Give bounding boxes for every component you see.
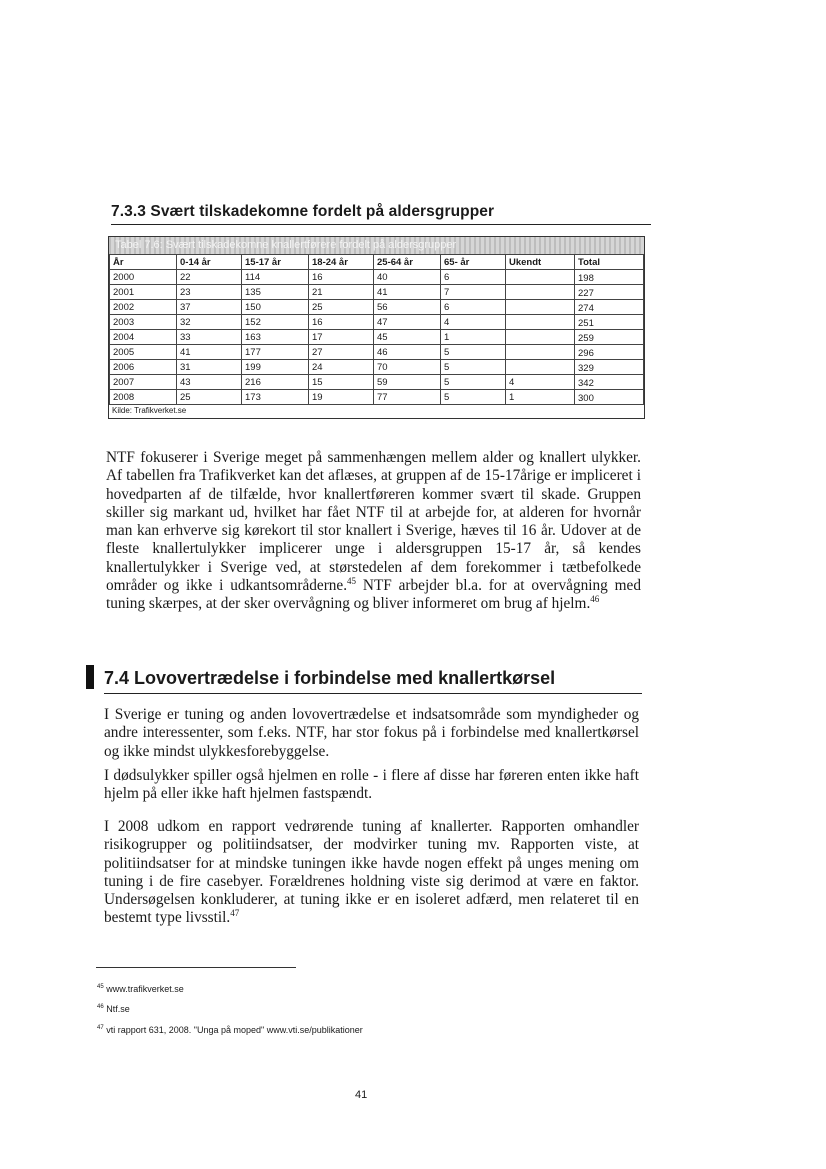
- table-cell: 15: [309, 375, 374, 390]
- table-cell: 56: [374, 300, 441, 315]
- table-cell: 6: [441, 270, 506, 285]
- page-number: 41: [355, 1089, 368, 1101]
- table-cell: 24: [309, 360, 374, 375]
- table-row: [110, 285, 644, 300]
- table-cell: [506, 330, 575, 345]
- table-cell: 17: [309, 330, 374, 345]
- table-cell: 296: [575, 345, 644, 360]
- table-cell: 1: [441, 330, 506, 345]
- table-cell: 40: [374, 270, 441, 285]
- table-cell: 43: [177, 375, 242, 390]
- paragraph-text: I 2008 udkom en rapport vedrørende tuning af knallerter. Rapporten omhandler risikogrupper og politiindsatser, der modvirker tuning mv. Rapporten viste, at politiindsatser for at mindske tuningen ikke havde nogen effekt på unges mening om tuning i de fire casebyer. Forældrenes holdning viste sig derimod at være en faktor. Undersøgelsen konkluderer, at tuning ikke er en isoleret adfærd, men relateret til en bestemt type livsstil.: [104, 818, 639, 927]
- table-cell: 227: [575, 285, 644, 300]
- table-cell: 2006: [110, 360, 177, 375]
- table-cell: 32: [177, 315, 242, 330]
- table-cell: 77: [374, 390, 441, 405]
- header-cell: 18-24 år: [309, 255, 374, 270]
- table-cell: [506, 270, 575, 285]
- table-cell: 7: [441, 285, 506, 300]
- table-header-row: [110, 255, 644, 270]
- table-cell: 25: [177, 390, 242, 405]
- header-cell: Total: [575, 255, 644, 270]
- table-row: [110, 270, 644, 285]
- table-cell: 5: [441, 345, 506, 360]
- table-cell: 198: [575, 270, 644, 285]
- header-cell: 65- år: [441, 255, 506, 270]
- table-cell: 22: [177, 270, 242, 285]
- section-heading-7-3-3: 7.3.3 Svært tilskadekomne fordelt på aldersgrupper: [111, 203, 651, 225]
- table-cell: 45: [374, 330, 441, 345]
- table-cell: 41: [177, 345, 242, 360]
- table-cell: 1: [506, 390, 575, 405]
- paragraph-helmet: I dødsulykker spiller også hjelmen en rolle - i flere af disse har føreren enten ikke haft hjelm på eller ikke haft hjelmen fastspændt.: [104, 767, 639, 803]
- table-cell: 21: [309, 285, 374, 300]
- table-cell: [506, 360, 575, 375]
- table-row: [110, 315, 644, 330]
- table-cell: 16: [309, 270, 374, 285]
- table-cell: 37: [177, 300, 242, 315]
- table-cell: 177: [242, 345, 309, 360]
- table-cell: 199: [242, 360, 309, 375]
- table-cell: 342: [575, 375, 644, 390]
- table-cell: 2003: [110, 315, 177, 330]
- table-cell: 329: [575, 360, 644, 375]
- table-cell: 33: [177, 330, 242, 345]
- table-cell: 2002: [110, 300, 177, 315]
- table-cell: 6: [441, 300, 506, 315]
- footnote-text: www.trafikverket.se: [106, 984, 184, 994]
- data-table: [109, 254, 644, 405]
- table-cell: 2000: [110, 270, 177, 285]
- table-cell: 216: [242, 375, 309, 390]
- paragraph-tuning: I Sverige er tuning og anden lovovertrædelse et indsatsområde som myndigheder og andre interessenter, som f.eks. NTF, har stor fokus på i forbindelse med knallertkørsel og ikke mindst ulykkesforebyggelse.: [104, 706, 639, 760]
- table-caption: Tabel 7.6: Svært tilskadekomne knallertførere fordelt på aldersgrupper: [109, 237, 644, 254]
- table-cell: 150: [242, 300, 309, 315]
- header-cell: 25-64 år: [374, 255, 441, 270]
- table-row: [110, 375, 644, 390]
- footnote-ref: 46: [590, 594, 600, 605]
- paragraph-report: [104, 818, 639, 928]
- footnote-text: Ntf.se: [106, 1004, 130, 1014]
- table-cell: 31: [177, 360, 242, 375]
- table-row: [110, 345, 644, 360]
- header-cell: År: [110, 255, 177, 270]
- table-source: Kilde: Trafikverket.se: [112, 406, 187, 415]
- footnote-45: [97, 984, 184, 994]
- table-cell: 2001: [110, 285, 177, 300]
- table-cell: 5: [441, 375, 506, 390]
- footnote-47: [97, 1025, 363, 1035]
- table-cell: 23: [177, 285, 242, 300]
- margin-marker: [86, 665, 94, 689]
- table-cell: 114: [242, 270, 309, 285]
- table-cell: 2007: [110, 375, 177, 390]
- table-cell: 173: [242, 390, 309, 405]
- table-cell: 4: [441, 315, 506, 330]
- table-row: [110, 330, 644, 345]
- table-cell: 251: [575, 315, 644, 330]
- table-cell: 2008: [110, 390, 177, 405]
- table-cell: 135: [242, 285, 309, 300]
- footnote-number: 47: [97, 1025, 104, 1031]
- table-cell: [506, 315, 575, 330]
- table-cell: 300: [575, 390, 644, 405]
- table-cell: 25: [309, 300, 374, 315]
- paragraph-text: NTF arbejder bl.a. for at overvågning med tuning skærpes, at der sker overvågning og bliver informeret om brug af hjelm.: [106, 577, 641, 613]
- paragraph-text: NTF fokuserer i Sverige meget på sammenhængen mellem alder og knallert ulykker. Af tabellen fra Trafikverket kan det aflæses, at gruppen af de 15-17årige er impliceret i hovedparten af de tilfælde, hvor knallertføreren kommer svært til skade. Gruppen skiller sig markant ud, hvilket har fået NTF til at arbejde for, at alderen for hvornår man kan erhverve sig kørekort til stor knallert i Sverige, hæves til 16 år. Udover at de fleste knallertulykker implicerer unge i aldersgruppen 15-17 år, så kendes knallertulykker i Sverige ved, at størstedelen af dem forekommer i tætbefolkede områder og ikke i udkantsområderne.: [106, 449, 641, 595]
- footnote-ref: 45: [347, 575, 357, 586]
- footnote-number: 45: [97, 984, 104, 990]
- table-cell: 2005: [110, 345, 177, 360]
- table-cell: 41: [374, 285, 441, 300]
- table-cell: 19: [309, 390, 374, 405]
- footnote-number: 46: [97, 1004, 104, 1010]
- age-group-table: [108, 236, 645, 419]
- table-cell: [506, 285, 575, 300]
- table-cell: 70: [374, 360, 441, 375]
- section-heading-7-4: 7.4 Lovovertrædelse i forbindelse med knallertkørsel: [104, 668, 642, 694]
- header-cell: 0-14 år: [177, 255, 242, 270]
- table-cell: [506, 345, 575, 360]
- table-cell: 16: [309, 315, 374, 330]
- table-cell: 274: [575, 300, 644, 315]
- footnote-text: vti rapport 631, 2008. "Unga på moped" www.vti.se/publikationer: [106, 1025, 363, 1035]
- table-cell: 59: [374, 375, 441, 390]
- table-cell: 2004: [110, 330, 177, 345]
- table-cell: 27: [309, 345, 374, 360]
- paragraph-ntf-age: [106, 449, 641, 614]
- footnote-ref: 47: [230, 908, 240, 919]
- table-cell: 163: [242, 330, 309, 345]
- table-cell: 46: [374, 345, 441, 360]
- header-cell: Ukendt: [506, 255, 575, 270]
- table-cell: [506, 300, 575, 315]
- table-cell: 4: [506, 375, 575, 390]
- table-row: [110, 360, 644, 375]
- footnote-divider: [96, 967, 296, 968]
- table-cell: 47: [374, 315, 441, 330]
- table-cell: 259: [575, 330, 644, 345]
- table-row: [110, 300, 644, 315]
- table-row: [110, 390, 644, 405]
- header-cell: 15-17 år: [242, 255, 309, 270]
- table-cell: 5: [441, 360, 506, 375]
- table-cell: 5: [441, 390, 506, 405]
- table-cell: 152: [242, 315, 309, 330]
- footnote-46: [97, 1004, 130, 1014]
